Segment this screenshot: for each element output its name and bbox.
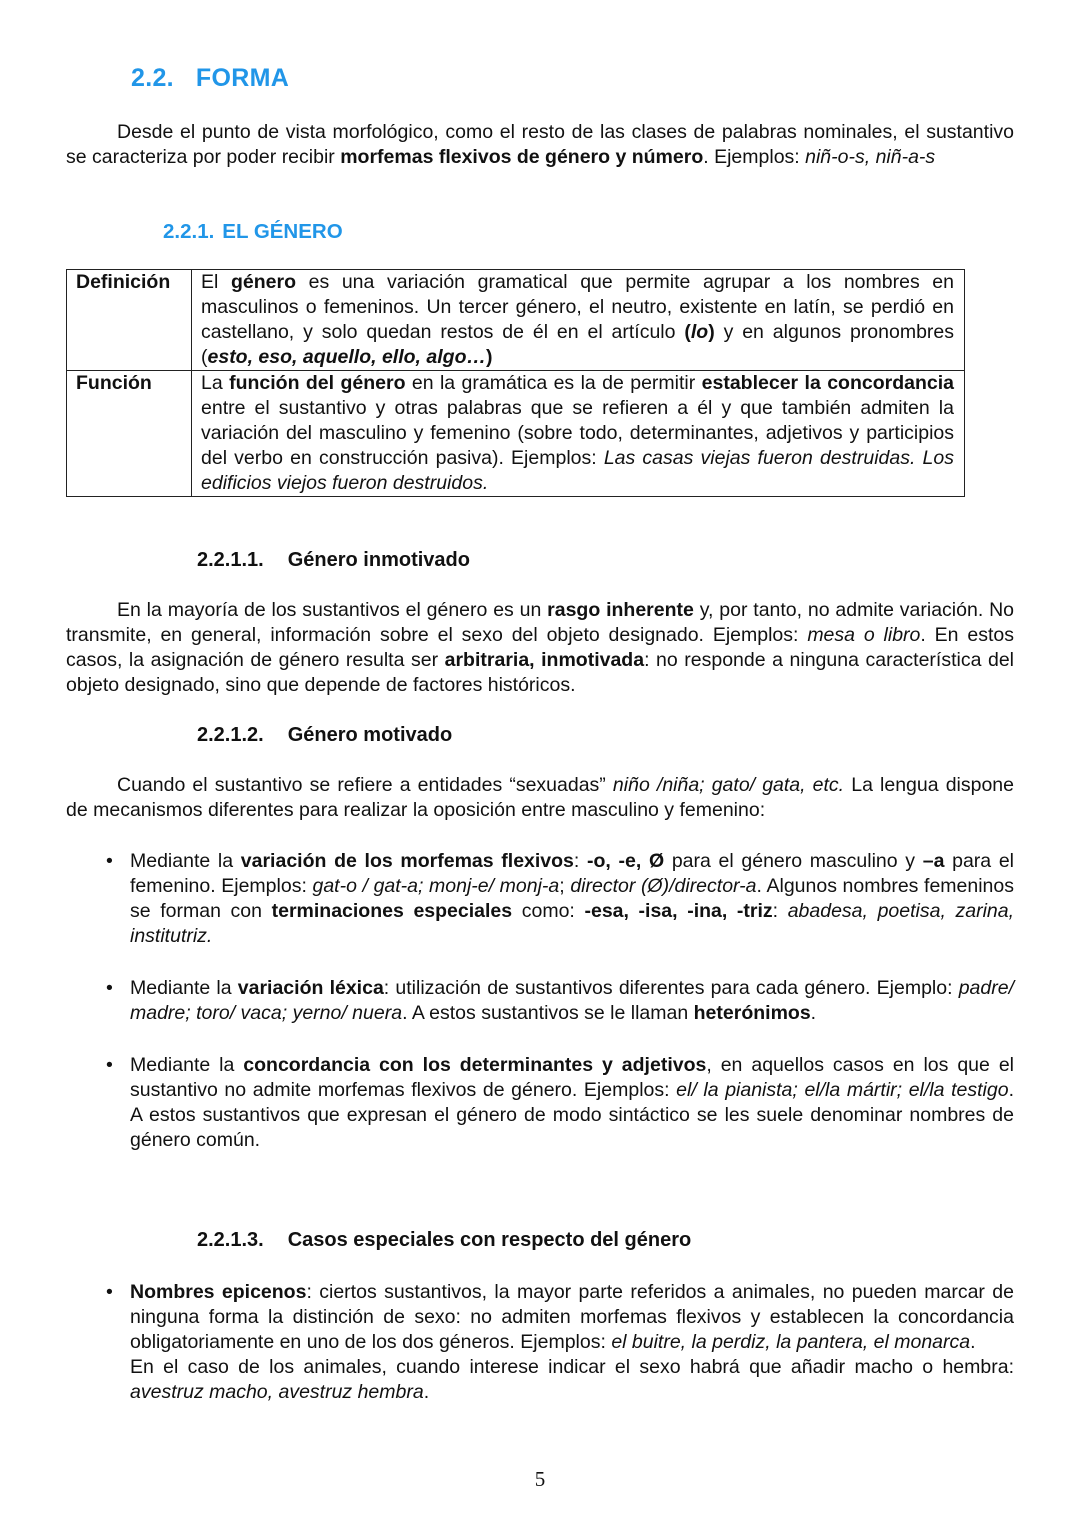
heading-title: Casos especiales con respecto del género	[287, 1229, 692, 1251]
heading-number: 2.2.1.2.	[197, 724, 264, 746]
row-label: Definición	[67, 270, 192, 371]
subsection-heading	[163, 220, 343, 244]
heading-number: 2.2.1.3.	[197, 1229, 264, 1251]
heading-title: Género motivado	[287, 724, 453, 746]
list-item-text: Nombres epicenos: ciertos sustantivos, la mayor parte referidos a animales, no pueden marcar de ninguna forma la distinción de sexo: no admiten morfemas flexivos y establecen la concordancia obligatoriamente en uno de los dos géneros. Ejemplos: el buitre, la perdiz, la pantera, el monarca. En el caso de los animales, cuando interese indicar el sexo habrá que añadir macho o hembra: avestruz macho, avestruz hembra.	[130, 1281, 1014, 1403]
row-text: El género es una variación gramatical que permite agrupar a los nombres en masculinos o femeninos. Un tercer género, el neutro, existente en latín, se perdió en castellano, y solo quedan restos de él en el artículo (lo) y en algunos pronombres (esto, eso, aquello, ello, algo…)	[192, 270, 965, 371]
motivado-bullet-list	[66, 849, 1014, 1153]
subsection-number: 2.2.1.	[163, 220, 215, 243]
page-number: 5	[534, 1467, 546, 1491]
row-label: Función	[67, 371, 192, 497]
heading-casos-especiales	[197, 1229, 691, 1252]
bullet-icon: •	[106, 977, 113, 999]
table-row-definicion	[67, 270, 965, 371]
list-item-text: Mediante la variación léxica: utilización de sustantivos diferentes para cada género. Ejemplo: padre/ madre; toro/ vaca; yerno/ nuera. A estos sustantivos se le llaman heterónimos.	[130, 977, 1014, 1024]
subsection-title: EL GÉNERO	[222, 220, 343, 243]
list-item-text: Mediante la variación de los morfemas flexivos: -o, -e, Ø para el género masculino y –a para el femenino. Ejemplos: gat-o / gat-a; monj-e/ monj-a; director (Ø)/director-a. Algunos nombres femeninos se forman con terminaciones especiales como: -esa, -isa, -ina, -triz: abadesa, poetisa, zarina, institutriz.	[130, 850, 1015, 947]
intro-paragraph: Desde el punto de vista morfológico, como el resto de las clases de palabras nominales, el sustantivo se caracteriza por poder recibir morfemas flexivos de género y número. Ejemplos: niñ-o-s, niñ-a-s	[66, 121, 1014, 168]
list-item	[66, 1053, 1014, 1153]
section-number: 2.2.	[131, 64, 174, 92]
especiales-bullet-list	[66, 1280, 1014, 1405]
bullet-icon: •	[106, 850, 113, 872]
table-row-funcion	[67, 371, 965, 497]
section-title: FORMA	[195, 64, 290, 92]
heading-number: 2.2.1.1.	[197, 549, 264, 571]
list-item	[66, 976, 1014, 1026]
list-item-text: Mediante la concordancia con los determinantes y adjetivos, en aquellos casos en los que el sustantivo no admite morfemas flexivos de género. Ejemplos: el/ la pianista; el/la mártir; el/la testigo. A estos sustantivos que expresan el género de modo sintáctico se les suele denominar nombres de género común.	[130, 1054, 1014, 1151]
heading-title: Género inmotivado	[287, 549, 470, 571]
heading-genero-inmotivado	[197, 549, 470, 572]
bullet-icon: •	[106, 1281, 113, 1303]
bullet-icon: •	[106, 1054, 113, 1076]
list-item	[66, 1280, 1014, 1405]
section-heading	[131, 64, 289, 93]
heading-genero-motivado	[197, 724, 452, 747]
definition-table	[66, 269, 965, 497]
list-item	[66, 849, 1014, 949]
inmotivado-paragraph: En la mayoría de los sustantivos el género es un rasgo inherente y, por tanto, no admite variación. No transmite, en general, información sobre el sexo del objeto designado. Ejemplos: mesa o libro. En estos casos, la asignación de género resulta ser arbitraria, inmotivada: no responde a ninguna característica del objeto designado, sino que depende de factores históricos.	[66, 599, 1015, 696]
row-text: La función del género en la gramática es la de permitir establecer la concordancia entre el sustantivo y otras palabras que se refieren a él y que también admiten la variación del masculino y femenino (sobre todo, determinantes, adjetivos y participios del verbo en construcción pasiva). Ejemplos: Las casas viejas fueron destruidas. Los edificios viejos fueron destruidos.	[192, 371, 965, 497]
motivado-paragraph: Cuando el sustantivo se refiere a entidades “sexuadas” niño /niña; gato/ gata, etc. La lengua dispone de mecanismos diferentes para realizar la oposición entre masculino y femenino:	[66, 774, 1014, 821]
